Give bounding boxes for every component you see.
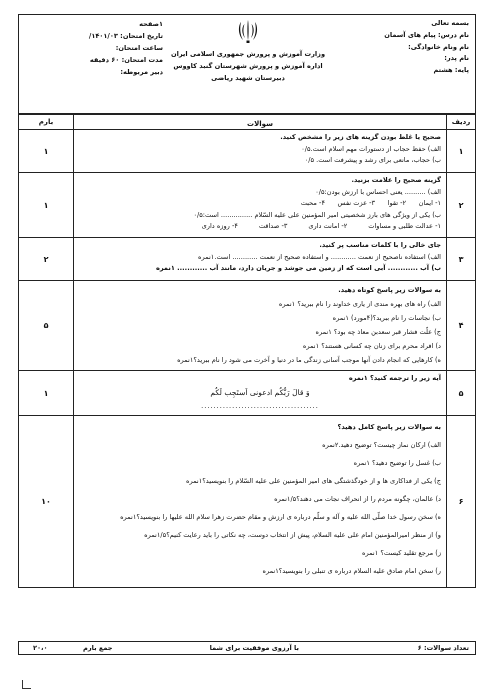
question-item: الف) ارکان نماز چیست؟ توضیح دهید.۲نمره (322, 441, 441, 449)
good-luck-message: با آرزوی موفقیت برای شما (209, 644, 299, 652)
header-exam-time: ساعت امتحان: (115, 44, 163, 52)
question-score: ۱ (19, 371, 74, 415)
table-header-row (19, 115, 475, 130)
question-body (73, 173, 447, 237)
total-score-label: جمع بارم (83, 644, 113, 652)
exam-footer (18, 641, 476, 655)
header-basmala: بسمه تعالی (431, 19, 469, 27)
question-instruction: به سوالات زیر پاسخ کامل دهید؟ (337, 423, 441, 431)
question-item: ز) مرجع تقلید کیست؟ ۱نمره (362, 549, 441, 557)
question-item: الف) .......... یعنی احساس با ارزش بودن:۰/۵ (315, 187, 441, 196)
question-item: د) عالمان، چگونه مردم را از انحراف نجات می دهند؟۱/۵نمره (274, 495, 441, 503)
question-item: الف) راه های بهره مندی از یاری خداوند را نام ببرید؟ ۱نمره (278, 300, 441, 308)
question-score: ۱۰ (19, 416, 74, 587)
header-exam-duration: مدت امتحان: ۶۰ دقیقه (89, 56, 163, 64)
exam-page (18, 14, 476, 664)
question-item: ب) آب ............ آبی است که از زمین می جوشد و جریان دارد، مانند آب ............ ۱نمره (155, 264, 441, 273)
question-number: ۴ (446, 281, 475, 370)
question-count: تعداد سوالات: ۶ (417, 644, 469, 652)
question-item: ب) حجاب، مانعی برای رشد و پیشرفت است. ۰/۵ (304, 156, 441, 165)
header-teacher: دبیر مربوطه: (120, 68, 163, 76)
header-subject: نام درس: پیام های آسمان (384, 30, 469, 39)
question-item: ب) غسل را توضیح دهید؟ ۱نمره (353, 459, 441, 467)
question-row-6 (19, 416, 475, 587)
question-item: د) افراد محرم برای زنان چه کسانی هستند؟ ۱نمره (302, 342, 441, 350)
question-instruction: جای خالی را با کلمات مناسب پر کنید. (319, 241, 441, 249)
question-instruction: به سوالات زیر پاسخ کوتاه دهید. (338, 286, 441, 294)
question-instruction: گزینه صحیح را علامت بزنید. (351, 176, 441, 184)
question-body (73, 238, 447, 280)
question-item: الف) استفاده ناصحیح از نعمت ............ و استفاده صحیح از نعمت ............ است.۱نمره (198, 252, 441, 261)
question-score: ۱ (19, 130, 74, 172)
total-score-value: ۲۰،۰ (33, 644, 48, 652)
question-options: ۱- ایمان ۲- تقوا ۳- عزت نفس ۴- محبت (300, 199, 441, 208)
question-item: ب) نجاسات را نام ببرید؟(۴مورد) ۱نمره (332, 314, 441, 322)
header-page-number: ۱صفحه (139, 20, 163, 28)
question-body (73, 130, 447, 172)
question-number: ۵ (446, 371, 475, 415)
question-body (73, 416, 447, 587)
header-institution (169, 18, 327, 84)
question-row-2 (19, 173, 475, 238)
header-exam-info (23, 18, 163, 78)
questions-table (18, 114, 476, 588)
header-department: اداره آموزش و پرورش شهرستان گنبد کاووس (173, 62, 323, 70)
header-student-info (319, 18, 469, 77)
header-ministry: وزارت آموزش و پرورش جمهوری اسلامی ایران (170, 50, 326, 58)
iran-emblem-icon (236, 18, 260, 44)
answer-blank: ...................................... (201, 401, 319, 410)
question-body (73, 371, 447, 415)
question-row-3 (19, 238, 475, 281)
question-score: ۵ (19, 281, 74, 370)
question-item: ه) کارهایی که انجام دادن آنها موجب آسانی زندگی ما در دنیا و آخرت می شود را نام ببرید؟۱نمره (177, 356, 441, 364)
question-item: ج) علّت فشار قبر سعدبن معاذ چه بود؟ ۱نمره (315, 328, 441, 336)
header-exam-date: تاریخ امتحان: ۱۴۰۱/۰۳/ (88, 32, 163, 40)
question-number: ۳ (446, 238, 475, 280)
question-body (73, 281, 447, 370)
question-row-5 (19, 371, 475, 416)
header-grade: پایه: هشتم (433, 66, 469, 75)
question-score: ۱ (19, 173, 74, 237)
exam-header (18, 14, 476, 114)
header-father-name-field: نام پدر: (444, 54, 469, 63)
header-name-field: نام ونام خانوادگی: (408, 42, 469, 51)
quran-verse: وَ قالَ رَبُّکُم ادعونی اَستَجِب لَکُم (210, 387, 310, 397)
question-instruction: آیه زیر را ترجمه کنید؟ ۱نمره (348, 374, 441, 382)
question-item: ب) یکی از ویژگی های بارز شخصیتی امیر المؤمنین علی علیه السّلام ............... است:۰/۵ (193, 210, 441, 219)
page-corner-mark (22, 680, 31, 689)
header-school: دبیرستان شهید ریاضی (211, 74, 285, 82)
column-header-score: بارم (19, 115, 74, 129)
question-item: و) از منظر امیرالمؤمنین امام علی علیه السلام، پیش از انتخاب دوست، چه نکاتی را باید رعایت کنیم؟۱/۵نمره (144, 531, 441, 539)
question-row-4 (19, 281, 475, 371)
question-item: الف) حفظ حجاب از دستورات مهم اسلام است.۰/۵ (301, 144, 441, 153)
question-item: ر) سخن امام صادق علیه السلام درباره ی تنبلی را بنویسید؟۱نمره (262, 567, 441, 575)
column-header-questions: سوالات (247, 120, 273, 128)
question-row-1 (19, 130, 475, 173)
question-number: ۱ (446, 130, 475, 172)
question-instruction: صحیح یا غلط بودن گزینه های زیر را مشخص کنید. (280, 133, 441, 141)
question-item: ه) سخن رسول خدا صلّی الله علیه و آله و سلّم درباره ی ارزش و مقام حضرت زهرا سلام الله علیها را بنویسید؟۱نمره (120, 513, 441, 521)
column-header-number: ردیف (446, 115, 475, 129)
question-options: ۱- عدالت طلبی و مساوات ۲- امانت داری ۳- صداقت ۴- روزه داری (201, 222, 441, 231)
question-item: ج) یکی از فداکاری ها و از خودگذشتگی های امیر المؤمنین علی علیه السّلام را بنویسید؟۱نمره (186, 477, 441, 485)
question-number: ۶ (446, 416, 475, 587)
question-number: ۲ (446, 173, 475, 237)
question-score: ۲ (19, 238, 74, 280)
